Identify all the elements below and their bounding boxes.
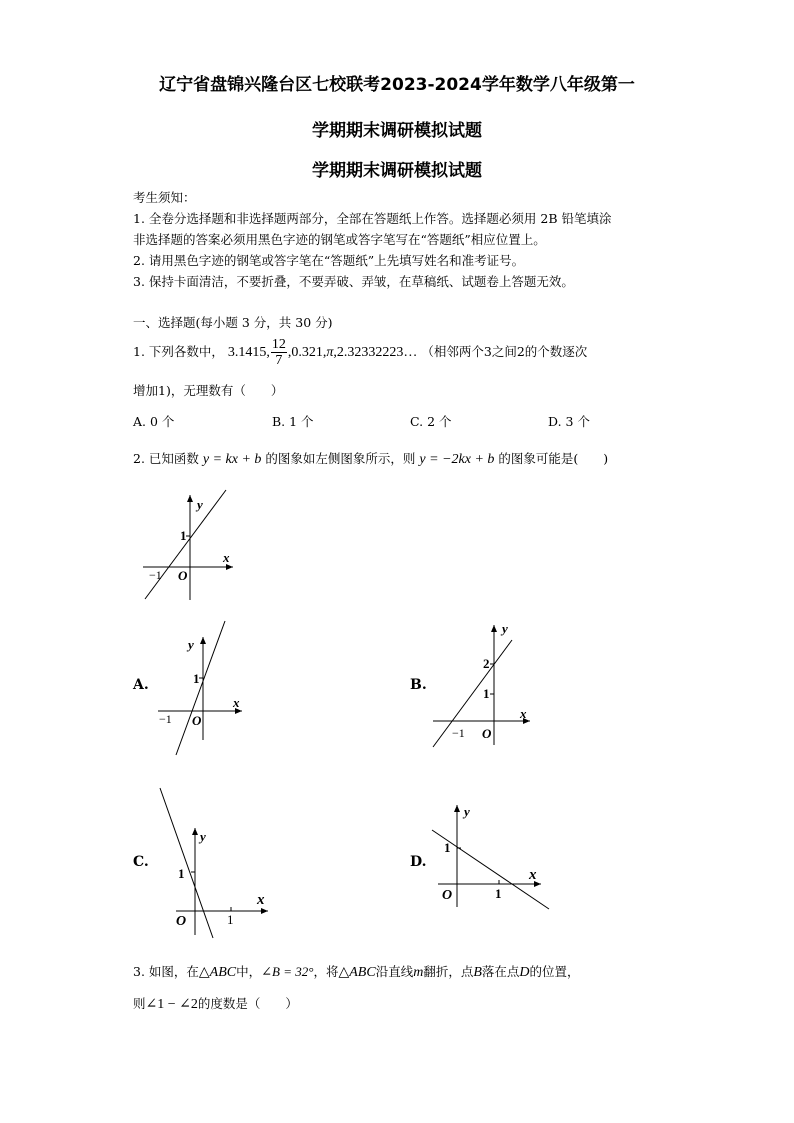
q1-lead: 1. 下列各数中， — [133, 344, 224, 359]
x-label: x — [223, 550, 230, 565]
section-heading: 一、选择题(每小题 3 分，共 30 分) — [133, 315, 333, 330]
q3-text: 翻折，点 — [423, 964, 474, 979]
x-label: x — [520, 706, 527, 721]
option-d-graph — [428, 795, 558, 920]
q3-line-m: m — [413, 965, 424, 980]
origin-label: O — [192, 713, 202, 728]
x-label: x — [233, 695, 240, 710]
q1-fraction-den: 7 — [275, 353, 283, 368]
given-graph — [140, 485, 240, 605]
title-line-3: 学期期末调研模拟试题 — [312, 161, 482, 181]
y-axis-arrow — [200, 637, 206, 644]
y-label: y — [188, 637, 194, 652]
q3-text: ，将 — [313, 964, 339, 979]
q1-number: 3.1415, — [227, 345, 270, 360]
q2-mid: 的图象如左侧图象所示，则 — [265, 451, 416, 466]
y-axis-arrow — [187, 495, 193, 502]
label-one: 1 — [495, 886, 502, 901]
q2-option-d-label: D. — [410, 854, 427, 870]
label-one: 1 — [444, 840, 451, 855]
y-label: y — [197, 497, 203, 512]
q3-triangle: △ABC — [198, 965, 237, 980]
title-line-1: 辽宁省盘锦兴隆台区七校联考2023-2024学年数学八年级第一 — [159, 75, 635, 95]
q1-option-b: B. 1 个 — [272, 414, 314, 429]
option-a-graph — [150, 615, 250, 765]
q3-text: 的度数是（ ） — [197, 996, 298, 1011]
q2-option-a-label: A. — [133, 677, 149, 693]
function-line — [176, 621, 225, 755]
title-line-2: 学期期末调研模拟试题 — [312, 121, 482, 141]
q1-number: ,0.321, — [287, 345, 327, 360]
q1-number: ,2.32332223… — [333, 345, 418, 360]
notice-item: 3. 保持卡面清洁，不要折叠，不要弄破、弄皱，在草稿纸、试题卷上答题无效。 — [133, 274, 574, 289]
y-axis-arrow — [491, 625, 497, 632]
label-one: 1 — [193, 671, 200, 686]
q2-option-b-label: B. — [410, 677, 427, 693]
x-axis-arrow — [261, 908, 268, 914]
q3-point-d: D — [519, 965, 530, 980]
question-3 — [133, 962, 580, 981]
q2-lead: 2. 已知函数 — [133, 451, 199, 466]
label-neg-one: −1 — [452, 726, 465, 740]
q3-text: 中， — [236, 964, 262, 979]
q3-text: 落在点 — [481, 964, 520, 979]
q1-fraction-num: 12 — [271, 337, 286, 352]
q3-text: 则 — [133, 996, 146, 1011]
notice-item: 1. 全卷分选择题和非选择题两部分，全部在答题纸上作答。选择题必须用 2B 铅笔填涂 — [133, 211, 612, 226]
origin-label: O — [176, 914, 187, 929]
q2-formula-2: y = −2kx + b — [419, 452, 495, 467]
question-1 — [133, 335, 587, 370]
question-3-line-2 — [133, 994, 298, 1013]
label-neg-one: −1 — [149, 568, 162, 582]
q2-tail: 的图象可能是( ) — [498, 451, 609, 466]
y-label: y — [200, 829, 206, 844]
label-one: 1 — [180, 528, 187, 543]
label-one: 1 — [178, 866, 185, 881]
y-axis-arrow — [454, 805, 460, 812]
label-one: 1 — [483, 686, 490, 701]
q1-pi: π — [326, 345, 334, 360]
q1-option-a: A. 0 个 — [133, 414, 175, 429]
q3-text: 3. 如图，在 — [133, 964, 199, 979]
y-label: y — [464, 804, 470, 819]
origin-label: O — [442, 888, 453, 903]
q3-angle: ∠B = 32° — [261, 964, 314, 979]
q3-expression: ∠1 − ∠2 — [145, 997, 198, 1012]
q1-tail: （相邻两个3之间2的个数逐次 — [421, 344, 588, 359]
function-line — [160, 788, 213, 938]
y-axis-arrow — [192, 828, 198, 835]
q2-option-c-label: C. — [133, 854, 149, 870]
x-label: x — [529, 867, 537, 883]
notice-item: 非选择题的答案必须用黑色字迹的钢笔或答字笔写在“答题纸”相应位置上。 — [133, 232, 546, 247]
question-2 — [133, 449, 608, 468]
q1-option-d: D. 3 个 — [548, 414, 590, 429]
q3-point-b: B — [473, 965, 482, 980]
option-b-graph — [428, 615, 538, 755]
x-label: x — [257, 892, 265, 908]
option-c-graph — [150, 785, 275, 945]
label-one: 1 — [227, 912, 234, 927]
function-line — [433, 640, 512, 747]
origin-label: O — [178, 568, 188, 583]
label-neg-one: −1 — [159, 712, 172, 726]
q3-text: 的位置， — [529, 964, 580, 979]
y-label: y — [502, 621, 508, 636]
q1-line-2: 增加1)，无理数有（ ） — [133, 383, 284, 398]
notice-item: 2. 请用黑色字迹的钢笔或答字笔在“答题纸”上先填写姓名和准考证号。 — [133, 253, 525, 268]
notice-heading: 考生须知： — [133, 190, 196, 205]
label-two: 2 — [483, 656, 490, 671]
q1-fraction — [271, 337, 287, 368]
origin-label: O — [482, 726, 492, 741]
q3-text: 沿直线 — [375, 964, 414, 979]
q1-option-c: C. 2 个 — [410, 414, 452, 429]
q3-triangle: △ABC — [338, 965, 376, 980]
q2-formula-1: y = kx + b — [202, 452, 262, 467]
